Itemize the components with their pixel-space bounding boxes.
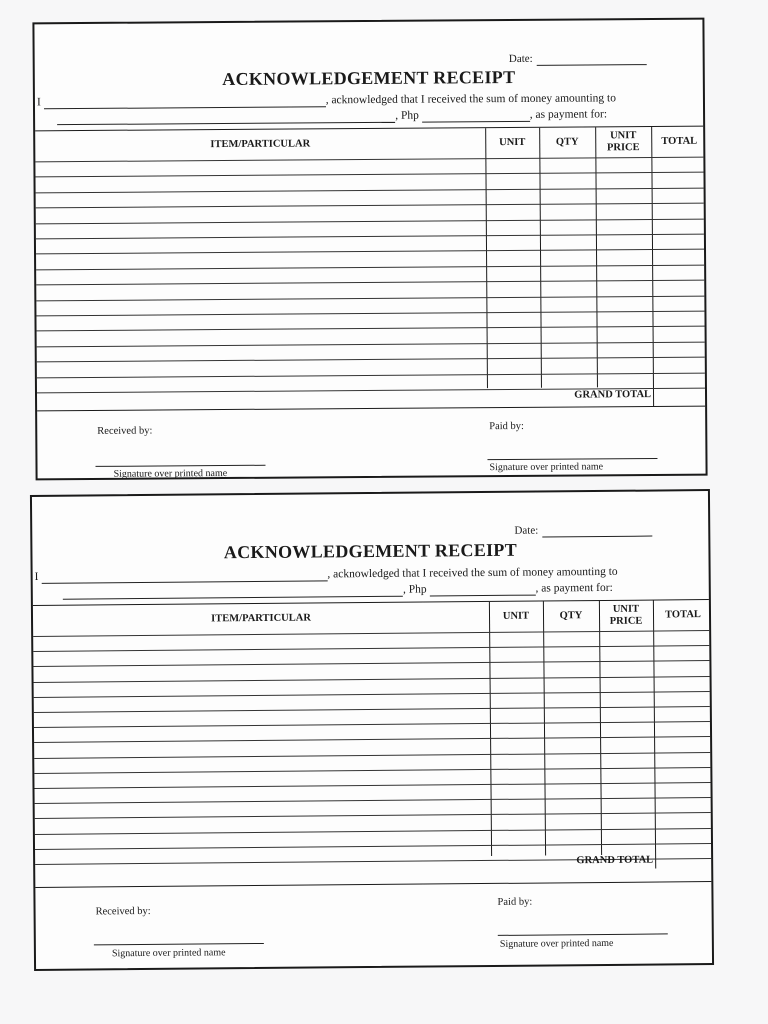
signature-caption: Signature over printed name — [113, 468, 228, 480]
col-divider — [543, 601, 546, 855]
table-row-line[interactable] — [35, 812, 711, 819]
php-amount-blank[interactable] — [429, 583, 535, 597]
signature-caption: Signature over printed name — [489, 461, 604, 474]
table-row-line[interactable] — [36, 264, 704, 270]
receipt-form-1 — [32, 18, 707, 481]
date-blank[interactable] — [537, 52, 647, 66]
received-by-label: Received by: — [95, 905, 151, 918]
table-row-line[interactable] — [36, 295, 704, 301]
name-blank[interactable] — [41, 568, 327, 583]
col-header-unit-price: UNIT PRICE — [609, 604, 643, 627]
col-header-qty: QTY — [559, 610, 583, 622]
table-row-line[interactable] — [36, 218, 704, 224]
received-by-signature-line[interactable] — [94, 943, 264, 945]
amount-words-blank[interactable] — [63, 584, 403, 600]
table-row-line[interactable] — [33, 660, 709, 667]
table-row-line[interactable] — [34, 676, 710, 683]
paid-by-signature-line[interactable] — [498, 933, 668, 935]
table-row-line[interactable] — [37, 357, 705, 363]
table-row-line[interactable] — [33, 645, 709, 652]
receipt-form-2 — [30, 489, 714, 971]
receipt-title: ACKNOWLEDGEMENT RECEIPT — [222, 66, 516, 90]
col-header-item: ITEM/PARTICULAR — [210, 138, 311, 151]
payment-for-label: , as payment for: — [529, 108, 608, 121]
table-row-line[interactable] — [34, 767, 710, 774]
col-divider — [489, 602, 492, 856]
col-divider — [539, 128, 542, 388]
date-label: Date: — [514, 524, 539, 537]
col-header-total: TOTAL — [661, 135, 698, 148]
table-row-line[interactable] — [34, 782, 710, 789]
table-row-line[interactable] — [34, 691, 710, 698]
table-row-line[interactable] — [36, 249, 704, 255]
date-blank[interactable] — [542, 524, 652, 538]
table-row-line[interactable] — [37, 372, 705, 378]
acknowledgement-line — [35, 565, 659, 583]
col-header-qty: QTY — [555, 136, 579, 148]
name-blank[interactable] — [44, 94, 326, 109]
col-header-unit: UNIT — [499, 137, 526, 149]
col-divider — [651, 127, 654, 407]
table-row-line[interactable] — [36, 203, 704, 209]
date-field — [509, 52, 647, 66]
col-divider — [599, 601, 602, 855]
table-row-line[interactable] — [34, 721, 710, 728]
pronoun-label: I — [36, 96, 41, 109]
pronoun-label: I — [34, 570, 39, 583]
date-label: Date: — [508, 52, 533, 66]
paid-by-label: Paid by: — [489, 420, 524, 433]
table-row-line[interactable] — [35, 797, 711, 804]
receipt-title: ACKNOWLEDGEMENT RECEIPT — [223, 539, 518, 563]
col-divider — [595, 127, 598, 387]
signature-caption: Signature over printed name — [499, 937, 614, 950]
table-row-line[interactable] — [37, 341, 705, 347]
paid-by-label: Paid by: — [497, 896, 533, 908]
col-divider — [485, 128, 488, 388]
table-row-line[interactable] — [35, 172, 703, 178]
grand-total-label: GRAND TOTAL — [576, 854, 654, 867]
grand-total-label: GRAND TOTAL — [574, 389, 652, 401]
payment-for-label: , as payment for: — [535, 581, 613, 595]
php-label: , Php — [395, 109, 419, 122]
date-field — [514, 524, 652, 538]
received-by-label: Received by: — [97, 425, 153, 437]
amount-line — [37, 108, 607, 125]
table-row-line[interactable] — [36, 311, 704, 317]
table-row-line[interactable] — [36, 187, 704, 193]
table-row-line[interactable] — [35, 828, 711, 835]
table-row-line[interactable] — [34, 752, 710, 759]
acknowledgement-line — [37, 92, 653, 109]
col-header-unit: UNIT — [502, 610, 530, 623]
table-row-line[interactable] — [36, 280, 704, 286]
col-header-item: ITEM/PARTICULAR — [211, 612, 311, 625]
items-table — [35, 126, 705, 412]
acknowledgement-text: , acknowledged that I received the sum of money amounting to — [327, 565, 618, 581]
table-row-line[interactable] — [35, 843, 711, 850]
acknowledgement-text: , acknowledged that I received the sum of money amounting to — [325, 92, 617, 107]
php-amount-blank[interactable] — [422, 109, 530, 123]
signature-caption: Signature over printed name — [111, 947, 226, 960]
col-header-total: TOTAL — [665, 609, 701, 621]
col-header-unit-price: UNIT PRICE — [606, 130, 640, 154]
amount-line — [35, 582, 613, 600]
table-row-line[interactable] — [34, 736, 710, 743]
table-row-line[interactable] — [37, 326, 705, 332]
table-row-line[interactable] — [34, 706, 710, 713]
table-row-line[interactable] — [36, 234, 704, 240]
php-label: , Php — [402, 583, 427, 596]
items-table — [33, 599, 711, 892]
paid-by-signature-line[interactable] — [487, 458, 657, 460]
amount-words-blank[interactable] — [57, 110, 395, 125]
received-by-signature-line[interactable] — [96, 465, 266, 467]
